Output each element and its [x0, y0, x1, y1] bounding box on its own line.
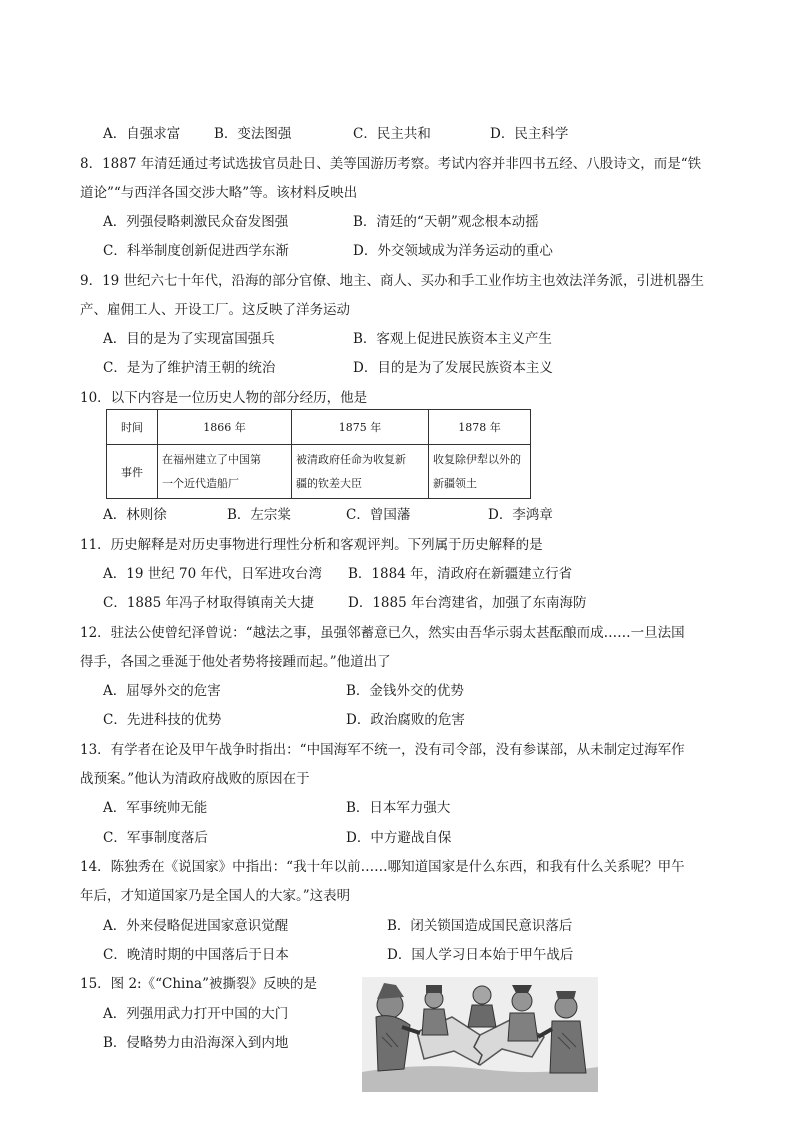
q14-stem-line1: 14．陈独秀在《说国家》中指出：“我十年以前……哪知道国家是什么东西，和我有什么关系呢？甲午	[80, 859, 685, 875]
q11-option-b: B．1884 年，清政府在新疆建立行省	[348, 566, 573, 582]
table-event-2-line2: 疆的钦差大臣	[296, 476, 362, 490]
q13-option-b: B．日本军力强大	[346, 800, 451, 816]
q7-option-d: D．民主科学	[490, 126, 569, 142]
q9-stem-line1: 9．19 世纪六七十年代，沿海的部分官僚、地主、商人、买办和手工业作坊主也效法洋务派，引进机器生	[80, 273, 705, 289]
q9-option-d: D．目的是为了发展民族资本主义	[353, 360, 553, 376]
q12-option-b: B．金钱外交的优势	[346, 683, 464, 699]
table-header-event: 事件	[107, 445, 158, 499]
history-table	[106, 409, 531, 499]
q10-option-b: B．左宗棠	[227, 507, 291, 523]
q14-option-b: B．闭关锁国造成国民意识落后	[387, 918, 573, 934]
table-header-time: 时间	[107, 410, 158, 445]
q9-stem-line2: 产、雇佣工人、开设工厂。这反映了洋务运动	[80, 302, 350, 318]
q14-option-c: C．晚清时期的中国落后于日本	[103, 947, 289, 963]
q15-stem: 15．图 2:《“China”被撕裂》反映的是	[80, 976, 317, 992]
q14-stem-line2: 年后，才知道国家乃是全国人的大家。”这表明	[80, 888, 351, 904]
q8-stem-line2: 道论”“与西洋各国交涉大略”等。该材料反映出	[80, 185, 358, 201]
q12-option-c: C．先进科技的优势	[103, 712, 222, 728]
q12-option-a: A．屈辱外交的危害	[103, 683, 221, 699]
q9-option-a: A．目的是为了实现富国强兵	[103, 331, 275, 347]
table-year-3: 1878 年	[429, 410, 531, 445]
q11-stem: 11．历史解释是对历史事物进行理性分析和客观评判。下列属于历史解释的是	[80, 537, 543, 553]
q8-stem-line1: 8．1887 年清廷通过考试选拔官员赴日、美等国游历考察。考试内容并非四书五经、八股诗文，而是“铁	[80, 156, 702, 172]
q13-stem-line1: 13．有学者在论及甲午战争时指出：“中国海军不统一，没有司令部，没有参谋部，从未制定过海军作	[80, 742, 685, 758]
q7-option-b: B．变法图强	[214, 126, 292, 142]
q14-option-a: A．外来侵略促进国家意识觉醒	[103, 918, 289, 934]
q8-option-b: B．清廷的“天朝”观念根本动摇	[353, 214, 539, 230]
q13-option-c: C．军事制度落后	[103, 830, 208, 846]
q11-option-d: D．1885 年台湾建省，加强了东南海防	[348, 595, 587, 611]
q11-option-a: A．19 世纪 70 年代，日军进攻台湾	[103, 566, 322, 582]
q10-option-c: C．曾国藩	[346, 507, 411, 523]
q12-stem-line2: 得手，各国之垂涎于他处者势将接踵而起。”他道出了	[80, 654, 391, 670]
q15-option-a: A．列强用武力打开中国的大门	[103, 1006, 289, 1022]
q10-stem: 10．以下内容是一位历史人物的部分经历，他是	[80, 390, 368, 406]
table-event-2	[292, 445, 429, 499]
q9-option-c: C．是为了维护清王朝的统治	[103, 360, 276, 376]
cartoon-illustration	[362, 977, 598, 1092]
q8-option-a: A．列强侵略刺激民众奋发图强	[103, 214, 289, 230]
q10-option-a: A．林则徐	[103, 507, 167, 523]
q9-option-b: B．客观上促进民族资本主义产生	[353, 331, 552, 347]
table-event-1-line1: 在福州建立了中国第	[162, 452, 261, 466]
table-event-1-line2: 一个近代造船厂	[162, 476, 239, 490]
q13-option-a: A．军事统帅无能	[103, 800, 208, 816]
q7-option-c: C．民主共和	[353, 126, 431, 142]
q13-option-d: D．中方避战自保	[346, 830, 452, 846]
q11-option-c: C．1885 年冯子材取得镇南关大捷	[103, 595, 314, 611]
q10-option-d: D．李鸿章	[488, 507, 553, 523]
q12-stem-line1: 12．驻法公使曾纪泽曾说：“越法之事，虽强邻蓄意已久，然实由吾华示弱太甚酝酿而成……一旦法国	[80, 625, 685, 641]
table-event-3-line1: 收复除伊犁以外的	[433, 452, 521, 466]
q7-option-a: A．自强求富	[103, 126, 181, 142]
table-event-2-line1: 被清政府任命为收复新	[296, 452, 406, 466]
table-year-2: 1875 年	[292, 410, 429, 445]
table-event-1	[158, 445, 292, 499]
q8-option-d: D．外交领域成为洋务运动的重心	[353, 243, 553, 259]
table-year-1: 1866 年	[158, 410, 292, 445]
table-event-3	[429, 445, 531, 499]
q12-option-d: D．政治腐败的危害	[346, 712, 465, 728]
china-torn-cartoon-image	[362, 977, 598, 1092]
q13-stem-line2: 战预案。”他认为清政府战败的原因在于	[80, 771, 310, 787]
q15-option-b: B．侵略势力由沿海深入到内地	[103, 1035, 289, 1051]
table-event-3-line2: 新疆领土	[433, 476, 477, 490]
q8-option-c: C．科举制度创新促进西学东渐	[103, 243, 289, 259]
q14-option-d: D．国人学习日本始于甲午战后	[387, 947, 574, 963]
